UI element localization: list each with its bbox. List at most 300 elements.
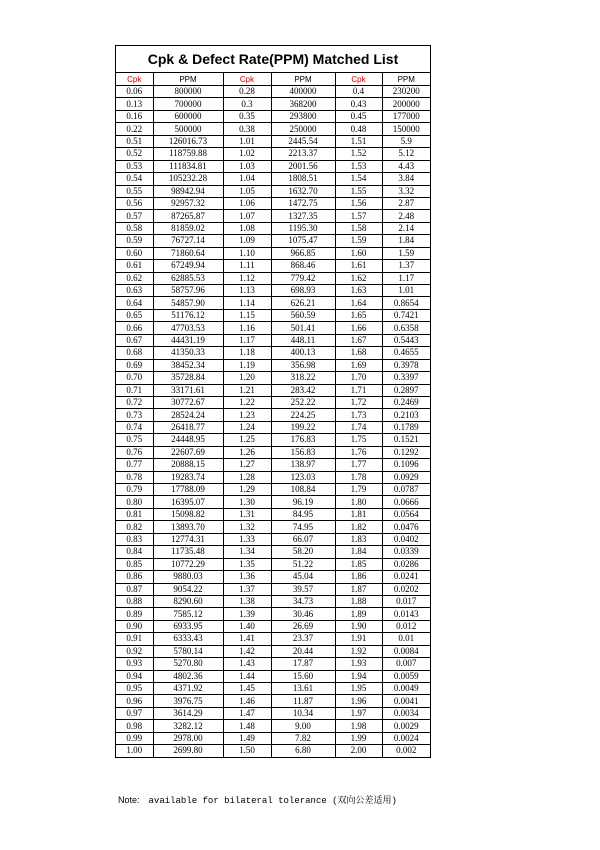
cell-cpk-2: 1.10 [223, 247, 271, 259]
cell-ppm-3: 0.0241 [382, 571, 430, 583]
table-row [116, 620, 430, 632]
header-cpk-3: Cpk [335, 73, 382, 86]
cell-cpk-1: 0.99 [116, 732, 153, 744]
table-row [116, 595, 430, 607]
cell-cpk-2: 0.35 [223, 110, 271, 122]
cell-ppm-2: 400000 [271, 86, 335, 98]
cell-cpk-2: 1.28 [223, 471, 271, 483]
cell-ppm-2: 252.22 [271, 396, 335, 408]
cell-ppm-1: 800000 [153, 86, 223, 98]
cell-cpk-1: 0.88 [116, 595, 153, 607]
cell-ppm-1: 98942.94 [153, 185, 223, 197]
cell-ppm-3: 0.0059 [382, 670, 430, 682]
cell-ppm-2: 368200 [271, 98, 335, 110]
cell-cpk-2: 1.22 [223, 396, 271, 408]
header-ppm-1: PPM [153, 73, 223, 86]
cell-cpk-3: 1.76 [335, 446, 382, 458]
cell-cpk-1: 0.74 [116, 421, 153, 433]
table-row [116, 135, 430, 147]
cell-cpk-1: 0.72 [116, 396, 153, 408]
cell-ppm-1: 76727.14 [153, 235, 223, 247]
cell-ppm-3: 0.2103 [382, 409, 430, 421]
cell-cpk-2: 1.09 [223, 235, 271, 247]
cell-ppm-1: 26418.77 [153, 421, 223, 433]
table-row [116, 521, 430, 533]
table-row [116, 571, 430, 583]
cell-ppm-1: 111834.81 [153, 160, 223, 172]
cell-ppm-1: 5270.80 [153, 658, 223, 670]
table-row [116, 745, 430, 757]
cell-cpk-1: 0.16 [116, 110, 153, 122]
table-row [116, 707, 430, 719]
cell-cpk-1: 0.78 [116, 471, 153, 483]
cell-cpk-1: 0.66 [116, 322, 153, 334]
table-row [116, 235, 430, 247]
cell-cpk-3: 1.72 [335, 396, 382, 408]
cell-ppm-3: 0.0041 [382, 695, 430, 707]
cell-cpk-3: 1.79 [335, 484, 382, 496]
cell-cpk-1: 0.79 [116, 484, 153, 496]
table-row [116, 409, 430, 421]
cell-ppm-3: 0.1096 [382, 459, 430, 471]
cell-cpk-1: 0.67 [116, 334, 153, 346]
cell-cpk-2: 1.06 [223, 197, 271, 209]
cell-ppm-3: 0.1789 [382, 421, 430, 433]
cell-cpk-2: 1.34 [223, 546, 271, 558]
cell-cpk-1: 0.61 [116, 260, 153, 272]
cell-ppm-2: 123.03 [271, 471, 335, 483]
cell-cpk-1: 0.65 [116, 309, 153, 321]
cell-ppm-2: 58.20 [271, 546, 335, 558]
table-row [116, 309, 430, 321]
cell-cpk-3: 1.57 [335, 210, 382, 222]
cell-ppm-2: 1327.35 [271, 210, 335, 222]
cell-ppm-1: 20888.15 [153, 459, 223, 471]
cell-cpk-1: 0.91 [116, 633, 153, 645]
cell-cpk-2: 1.31 [223, 508, 271, 520]
cell-cpk-3: 1.56 [335, 197, 382, 209]
table-row [116, 160, 430, 172]
table-row [116, 210, 430, 222]
cell-cpk-1: 0.59 [116, 235, 153, 247]
cell-cpk-2: 1.26 [223, 446, 271, 458]
cell-cpk-2: 1.38 [223, 595, 271, 607]
cell-cpk-3: 1.73 [335, 409, 382, 421]
cell-cpk-1: 0.92 [116, 645, 153, 657]
cell-ppm-2: 1075.47 [271, 235, 335, 247]
cell-ppm-1: 24448.95 [153, 434, 223, 446]
cell-cpk-3: 1.53 [335, 160, 382, 172]
table-row [116, 173, 430, 185]
cell-ppm-1: 2978.00 [153, 732, 223, 744]
cell-ppm-1: 71860.64 [153, 247, 223, 259]
cell-cpk-2: 1.07 [223, 210, 271, 222]
cell-cpk-2: 1.47 [223, 707, 271, 719]
cell-ppm-1: 54857.90 [153, 297, 223, 309]
cell-cpk-1: 0.95 [116, 683, 153, 695]
table-row [116, 484, 430, 496]
table-row [116, 720, 430, 732]
cell-cpk-3: 1.68 [335, 347, 382, 359]
cell-ppm-3: 4.43 [382, 160, 430, 172]
cell-ppm-3: 0.0666 [382, 496, 430, 508]
cell-cpk-2: 1.12 [223, 272, 271, 284]
cell-cpk-1: 0.84 [116, 546, 153, 558]
table-row [116, 359, 430, 371]
cell-cpk-3: 1.54 [335, 173, 382, 185]
cell-ppm-1: 118759.88 [153, 148, 223, 160]
cell-ppm-1: 51176.12 [153, 309, 223, 321]
cell-cpk-2: 1.16 [223, 322, 271, 334]
cell-ppm-2: 2001.56 [271, 160, 335, 172]
header-cpk-1: Cpk [116, 73, 153, 86]
cell-cpk-1: 0.22 [116, 123, 153, 135]
cell-cpk-1: 0.58 [116, 222, 153, 234]
cell-cpk-1: 0.71 [116, 384, 153, 396]
cell-ppm-2: 34.73 [271, 595, 335, 607]
cell-cpk-3: 1.74 [335, 421, 382, 433]
cell-cpk-1: 0.51 [116, 135, 153, 147]
cell-cpk-2: 1.19 [223, 359, 271, 371]
cell-cpk-3: 1.88 [335, 595, 382, 607]
cell-cpk-3: 1.81 [335, 508, 382, 520]
cell-ppm-1: 62885.53 [153, 272, 223, 284]
cell-cpk-1: 0.13 [116, 98, 153, 110]
cell-cpk-2: 1.17 [223, 334, 271, 346]
cell-cpk-2: 1.03 [223, 160, 271, 172]
cell-cpk-1: 0.69 [116, 359, 153, 371]
cell-ppm-1: 7585.12 [153, 608, 223, 620]
cell-ppm-3: 1.59 [382, 247, 430, 259]
cell-ppm-3: 0.6358 [382, 322, 430, 334]
cell-cpk-1: 0.57 [116, 210, 153, 222]
cell-cpk-3: 1.90 [335, 620, 382, 632]
cell-cpk-2: 1.04 [223, 173, 271, 185]
cell-ppm-1: 33171.61 [153, 384, 223, 396]
cell-ppm-2: 2213.37 [271, 148, 335, 160]
cell-cpk-3: 1.91 [335, 633, 382, 645]
table-row [116, 148, 430, 160]
cell-cpk-1: 0.75 [116, 434, 153, 446]
cell-cpk-3: 1.55 [335, 185, 382, 197]
cell-cpk-3: 1.61 [335, 260, 382, 272]
header-cpk-2: Cpk [223, 73, 271, 86]
cell-ppm-2: 17.87 [271, 658, 335, 670]
cell-ppm-1: 105232.28 [153, 173, 223, 185]
cell-ppm-2: 560.59 [271, 309, 335, 321]
cell-ppm-1: 17788.09 [153, 484, 223, 496]
cell-ppm-3: 5.12 [382, 148, 430, 160]
cell-ppm-2: 356.98 [271, 359, 335, 371]
cell-cpk-1: 0.06 [116, 86, 153, 98]
cell-cpk-3: 1.52 [335, 148, 382, 160]
table-row [116, 496, 430, 508]
note-text: available for bilateral tolerance (双向公差适用) [148, 796, 397, 806]
cell-ppm-2: 1632.70 [271, 185, 335, 197]
cell-cpk-1: 0.85 [116, 558, 153, 570]
cell-cpk-3: 1.93 [335, 658, 382, 670]
cell-cpk-1: 0.83 [116, 533, 153, 545]
table-row [116, 260, 430, 272]
cell-cpk-1: 0.96 [116, 695, 153, 707]
cell-ppm-1: 38452.34 [153, 359, 223, 371]
cell-cpk-3: 1.96 [335, 695, 382, 707]
cell-ppm-1: 3282.12 [153, 720, 223, 732]
cell-ppm-3: 177000 [382, 110, 430, 122]
table-row [116, 459, 430, 471]
cell-ppm-3: 200000 [382, 98, 430, 110]
cell-ppm-3: 2.48 [382, 210, 430, 222]
table-row [116, 372, 430, 384]
cell-cpk-2: 1.15 [223, 309, 271, 321]
cell-cpk-1: 0.87 [116, 583, 153, 595]
cell-ppm-2: 26.69 [271, 620, 335, 632]
cell-ppm-3: 0.0084 [382, 645, 430, 657]
table-row [116, 434, 430, 446]
cell-cpk-3: 1.86 [335, 571, 382, 583]
cell-ppm-3: 0.3397 [382, 372, 430, 384]
cell-cpk-3: 0.48 [335, 123, 382, 135]
cell-cpk-1: 0.81 [116, 508, 153, 520]
cell-ppm-2: 779.42 [271, 272, 335, 284]
cell-cpk-2: 1.01 [223, 135, 271, 147]
cell-ppm-2: 400.13 [271, 347, 335, 359]
table-row [116, 285, 430, 297]
cell-ppm-2: 1472.75 [271, 197, 335, 209]
cell-cpk-3: 1.62 [335, 272, 382, 284]
cell-cpk-2: 1.18 [223, 347, 271, 359]
cell-cpk-3: 1.98 [335, 720, 382, 732]
cell-ppm-1: 28524.24 [153, 409, 223, 421]
cell-cpk-2: 0.3 [223, 98, 271, 110]
cell-ppm-2: 45.04 [271, 571, 335, 583]
cell-cpk-1: 0.64 [116, 297, 153, 309]
cell-cpk-2: 1.02 [223, 148, 271, 160]
cell-ppm-3: 0.0564 [382, 508, 430, 520]
cell-ppm-2: 13.61 [271, 683, 335, 695]
cell-cpk-3: 1.95 [335, 683, 382, 695]
table-row [116, 732, 430, 744]
cell-ppm-3: 0.0143 [382, 608, 430, 620]
cell-cpk-1: 0.63 [116, 285, 153, 297]
cell-cpk-1: 0.62 [116, 272, 153, 284]
cell-cpk-2: 0.28 [223, 86, 271, 98]
cell-cpk-3: 1.78 [335, 471, 382, 483]
cell-cpk-2: 1.39 [223, 608, 271, 620]
cell-cpk-3: 0.4 [335, 86, 382, 98]
cell-cpk-1: 0.80 [116, 496, 153, 508]
cell-cpk-1: 0.60 [116, 247, 153, 259]
table-row [116, 86, 430, 98]
cell-ppm-1: 2699.80 [153, 745, 223, 757]
cell-ppm-3: 2.87 [382, 197, 430, 209]
cell-ppm-1: 3614.29 [153, 707, 223, 719]
cell-cpk-3: 1.64 [335, 297, 382, 309]
cell-ppm-1: 4802.36 [153, 670, 223, 682]
table-row [116, 185, 430, 197]
cell-cpk-1: 0.89 [116, 608, 153, 620]
cell-cpk-2: 1.32 [223, 521, 271, 533]
cell-ppm-3: 0.2897 [382, 384, 430, 396]
cell-ppm-1: 19283.74 [153, 471, 223, 483]
cell-cpk-3: 1.85 [335, 558, 382, 570]
cell-ppm-3: 0.002 [382, 745, 430, 757]
cell-ppm-1: 6933.95 [153, 620, 223, 632]
cell-ppm-2: 698.93 [271, 285, 335, 297]
cell-cpk-3: 1.89 [335, 608, 382, 620]
cell-cpk-2: 1.48 [223, 720, 271, 732]
cell-ppm-3: 3.84 [382, 173, 430, 185]
cell-cpk-1: 0.90 [116, 620, 153, 632]
cell-ppm-1: 4371.92 [153, 683, 223, 695]
cell-ppm-3: 0.01 [382, 633, 430, 645]
cell-cpk-1: 0.53 [116, 160, 153, 172]
cell-cpk-3: 1.58 [335, 222, 382, 234]
table-row [116, 197, 430, 209]
cell-ppm-1: 58757.96 [153, 285, 223, 297]
cell-cpk-3: 1.77 [335, 459, 382, 471]
cell-ppm-2: 11.87 [271, 695, 335, 707]
cell-ppm-2: 501.41 [271, 322, 335, 334]
cell-cpk-1: 0.55 [116, 185, 153, 197]
cell-cpk-3: 1.70 [335, 372, 382, 384]
cell-cpk-2: 1.40 [223, 620, 271, 632]
cell-ppm-1: 22607.69 [153, 446, 223, 458]
cell-cpk-3: 1.97 [335, 707, 382, 719]
table-row [116, 670, 430, 682]
cell-ppm-3: 0.0024 [382, 732, 430, 744]
table-body [116, 86, 430, 758]
cell-ppm-2: 39.57 [271, 583, 335, 595]
cell-ppm-3: 0.007 [382, 658, 430, 670]
cell-cpk-1: 0.94 [116, 670, 153, 682]
cell-ppm-2: 66.07 [271, 533, 335, 545]
table-row [116, 695, 430, 707]
cell-ppm-1: 3976.75 [153, 695, 223, 707]
table-row [116, 633, 430, 645]
table-row [116, 384, 430, 396]
table-row [116, 322, 430, 334]
cell-cpk-3: 1.94 [335, 670, 382, 682]
cell-ppm-3: 1.01 [382, 285, 430, 297]
cell-cpk-2: 1.11 [223, 260, 271, 272]
table-row [116, 608, 430, 620]
table-row [116, 247, 430, 259]
table-row [116, 645, 430, 657]
cell-cpk-2: 1.36 [223, 571, 271, 583]
cell-ppm-1: 9880.03 [153, 571, 223, 583]
cell-cpk-1: 0.98 [116, 720, 153, 732]
cell-ppm-3: 3.32 [382, 185, 430, 197]
cell-cpk-2: 1.37 [223, 583, 271, 595]
cell-cpk-3: 1.83 [335, 533, 382, 545]
cell-cpk-3: 1.66 [335, 322, 382, 334]
cell-cpk-1: 0.93 [116, 658, 153, 670]
cell-ppm-3: 0.0049 [382, 683, 430, 695]
cell-ppm-2: 224.25 [271, 409, 335, 421]
cell-cpk-2: 1.27 [223, 459, 271, 471]
cell-cpk-2: 1.23 [223, 409, 271, 421]
cell-ppm-1: 15098.82 [153, 508, 223, 520]
table-row [116, 396, 430, 408]
cell-cpk-3: 1.99 [335, 732, 382, 744]
cell-cpk-2: 1.30 [223, 496, 271, 508]
cpk-ppm-table [116, 73, 430, 758]
cell-ppm-2: 626.21 [271, 297, 335, 309]
table-row [116, 446, 430, 458]
sheet-title: Cpk & Defect Rate(PPM) Matched List [116, 46, 430, 73]
cell-ppm-2: 108.84 [271, 484, 335, 496]
cpk-ppm-sheet [115, 45, 431, 758]
cell-ppm-1: 9054.22 [153, 583, 223, 595]
cell-cpk-3: 1.63 [335, 285, 382, 297]
cell-ppm-2: 156.83 [271, 446, 335, 458]
cell-cpk-2: 1.13 [223, 285, 271, 297]
cell-cpk-2: 1.21 [223, 384, 271, 396]
cell-ppm-1: 92957.32 [153, 197, 223, 209]
cell-cpk-3: 1.84 [335, 546, 382, 558]
cell-cpk-2: 1.50 [223, 745, 271, 757]
table-row [116, 558, 430, 570]
cell-cpk-2: 1.46 [223, 695, 271, 707]
cell-cpk-3: 0.43 [335, 98, 382, 110]
cell-cpk-2: 1.24 [223, 421, 271, 433]
cell-cpk-1: 0.82 [116, 521, 153, 533]
cell-cpk-2: 1.05 [223, 185, 271, 197]
table-row [116, 508, 430, 520]
cell-cpk-2: 1.44 [223, 670, 271, 682]
cell-ppm-2: 7.82 [271, 732, 335, 744]
cell-ppm-1: 81859.02 [153, 222, 223, 234]
cell-ppm-1: 41350.33 [153, 347, 223, 359]
cell-cpk-3: 1.59 [335, 235, 382, 247]
cell-ppm-3: 0.0787 [382, 484, 430, 496]
cell-cpk-3: 1.51 [335, 135, 382, 147]
cell-ppm-1: 500000 [153, 123, 223, 135]
cell-cpk-3: 1.60 [335, 247, 382, 259]
cell-ppm-3: 5.9 [382, 135, 430, 147]
cell-cpk-3: 1.75 [335, 434, 382, 446]
cell-cpk-1: 0.54 [116, 173, 153, 185]
cell-ppm-3: 0.5443 [382, 334, 430, 346]
cell-cpk-2: 1.41 [223, 633, 271, 645]
cell-ppm-2: 74.95 [271, 521, 335, 533]
cell-ppm-3: 0.8654 [382, 297, 430, 309]
cell-ppm-3: 2.14 [382, 222, 430, 234]
table-row [116, 421, 430, 433]
cell-ppm-1: 10772.29 [153, 558, 223, 570]
cell-cpk-2: 1.14 [223, 297, 271, 309]
cell-ppm-3: 0.012 [382, 620, 430, 632]
cell-cpk-2: 1.25 [223, 434, 271, 446]
header-ppm-3: PPM [382, 73, 430, 86]
cell-cpk-1: 0.77 [116, 459, 153, 471]
cell-cpk-1: 0.68 [116, 347, 153, 359]
cell-ppm-2: 20.44 [271, 645, 335, 657]
cell-cpk-1: 0.73 [116, 409, 153, 421]
cell-ppm-3: 0.0202 [382, 583, 430, 595]
cell-ppm-1: 67249.94 [153, 260, 223, 272]
cell-ppm-3: 0.7421 [382, 309, 430, 321]
cell-ppm-3: 0.1521 [382, 434, 430, 446]
cell-ppm-3: 230200 [382, 86, 430, 98]
cell-ppm-3: 0.3978 [382, 359, 430, 371]
cell-cpk-2: 1.45 [223, 683, 271, 695]
cell-cpk-3: 0.45 [335, 110, 382, 122]
cell-ppm-2: 23.37 [271, 633, 335, 645]
cell-ppm-3: 0.0286 [382, 558, 430, 570]
cell-ppm-2: 1195.30 [271, 222, 335, 234]
